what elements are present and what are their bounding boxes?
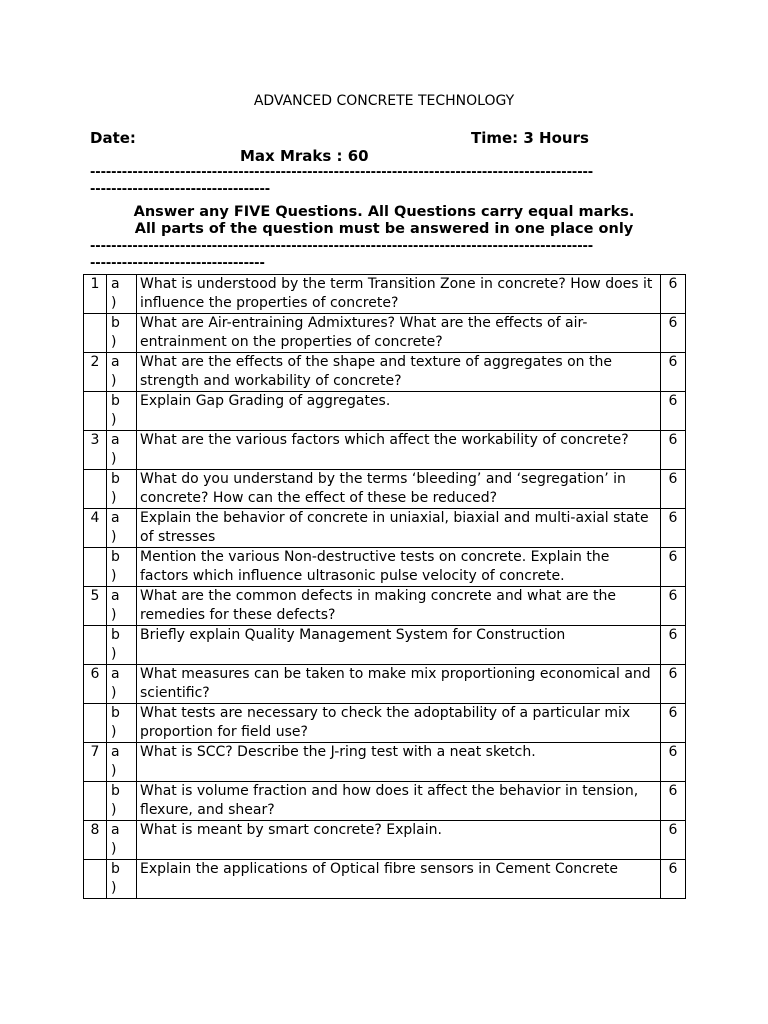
question-marks: 6 <box>661 704 686 743</box>
question-text: Explain the behavior of concrete in uniaxial, biaxial and multi-axial state of stresses <box>137 509 661 548</box>
separator-line: ----------------------------------------------------------------------------------------------- <box>90 239 594 254</box>
question-number <box>84 782 107 821</box>
question-marks: 6 <box>661 353 686 392</box>
question-text: Briefly explain Quality Management System for Construction <box>137 626 661 665</box>
question-marks: 6 <box>661 431 686 470</box>
question-part: a ) <box>107 353 137 392</box>
question-row <box>84 860 686 899</box>
question-marks: 6 <box>661 782 686 821</box>
question-row <box>84 665 686 704</box>
question-number: 7 <box>84 743 107 782</box>
question-text: What measures can be taken to make mix proportioning economical and scientific? <box>137 665 661 704</box>
question-row <box>84 626 686 665</box>
exam-title: ADVANCED CONCRETE TECHNOLOGY <box>253 93 515 109</box>
question-row <box>84 470 686 509</box>
question-text: What are the effects of the shape and texture of aggregates on the strength and workability of concrete? <box>137 353 661 392</box>
question-row <box>84 743 686 782</box>
question-row <box>84 704 686 743</box>
instruction-line: Answer any FIVE Questions. All Questions carry equal marks. <box>133 204 635 220</box>
question-part: b ) <box>107 626 137 665</box>
max-marks-label: Max Mraks : 60 <box>240 147 369 165</box>
question-number <box>84 704 107 743</box>
question-text: What are Air-entraining Admixtures? What are the effects of air-entrainment on the properties of concrete? <box>137 314 661 353</box>
question-text: What is meant by smart concrete? Explain. <box>137 821 661 860</box>
question-part: a ) <box>107 509 137 548</box>
question-number <box>84 314 107 353</box>
question-row <box>84 548 686 587</box>
question-part: b ) <box>107 392 137 431</box>
date-label: Date: <box>90 129 136 147</box>
question-part: b ) <box>107 314 137 353</box>
question-number: 6 <box>84 665 107 704</box>
question-part: a ) <box>107 587 137 626</box>
separator-line: --------------------------------- <box>90 256 265 271</box>
instruction-line: All parts of the question must be answered in one place only <box>134 221 634 237</box>
question-text: What is SCC? Describe the J-ring test with a neat sketch. <box>137 743 661 782</box>
question-part: b ) <box>107 782 137 821</box>
question-text: What is understood by the term Transition Zone in concrete? How does it influence the properties of concrete? <box>137 275 661 314</box>
question-number: 3 <box>84 431 107 470</box>
question-part: a ) <box>107 743 137 782</box>
question-row <box>84 431 686 470</box>
question-text: Explain the applications of Optical fibre sensors in Cement Concrete <box>137 860 661 899</box>
question-part: a ) <box>107 821 137 860</box>
question-marks: 6 <box>661 587 686 626</box>
question-text: What do you understand by the terms ‘bleeding’ and ‘segregation’ in concrete? How can the effect of these be reduced? <box>137 470 661 509</box>
question-part: b ) <box>107 704 137 743</box>
question-marks: 6 <box>661 665 686 704</box>
question-number: 2 <box>84 353 107 392</box>
question-text: What is volume fraction and how does it affect the behavior in tension, flexure, and shear? <box>137 782 661 821</box>
question-number <box>84 548 107 587</box>
question-row <box>84 275 686 314</box>
question-number: 4 <box>84 509 107 548</box>
question-text: What are the common defects in making concrete and what are the remedies for these defects? <box>137 587 661 626</box>
question-row <box>84 509 686 548</box>
question-number: 1 <box>84 275 107 314</box>
question-marks: 6 <box>661 743 686 782</box>
question-number <box>84 626 107 665</box>
question-part: a ) <box>107 275 137 314</box>
question-part: b ) <box>107 860 137 899</box>
question-text: What are the various factors which affect the workability of concrete? <box>137 431 661 470</box>
separator-line: ----------------------------------------------------------------------------------------------- <box>90 165 594 180</box>
question-text: Mention the various Non-destructive tests on concrete. Explain the factors which influence ultrasonic pulse velocity of concrete. <box>137 548 661 587</box>
questions-table <box>83 274 686 899</box>
question-marks: 6 <box>661 860 686 899</box>
question-marks: 6 <box>661 821 686 860</box>
question-number: 8 <box>84 821 107 860</box>
question-marks: 6 <box>661 626 686 665</box>
question-marks: 6 <box>661 314 686 353</box>
question-row <box>84 314 686 353</box>
question-row <box>84 782 686 821</box>
question-part: a ) <box>107 431 137 470</box>
question-row <box>84 587 686 626</box>
question-row <box>84 392 686 431</box>
question-marks: 6 <box>661 509 686 548</box>
question-text: Explain Gap Grading of aggregates. <box>137 392 661 431</box>
question-marks: 6 <box>661 548 686 587</box>
question-number <box>84 392 107 431</box>
question-marks: 6 <box>661 470 686 509</box>
question-marks: 6 <box>661 392 686 431</box>
question-number <box>84 860 107 899</box>
question-number: 5 <box>84 587 107 626</box>
question-row <box>84 353 686 392</box>
separator-line: ---------------------------------- <box>90 182 271 197</box>
question-text: What tests are necessary to check the adoptability of a particular mix proportion for field use? <box>137 704 661 743</box>
question-part: b ) <box>107 548 137 587</box>
question-part: b ) <box>107 470 137 509</box>
question-number <box>84 470 107 509</box>
question-marks: 6 <box>661 275 686 314</box>
question-row <box>84 821 686 860</box>
question-part: a ) <box>107 665 137 704</box>
time-label: Time: 3 Hours <box>471 129 589 147</box>
